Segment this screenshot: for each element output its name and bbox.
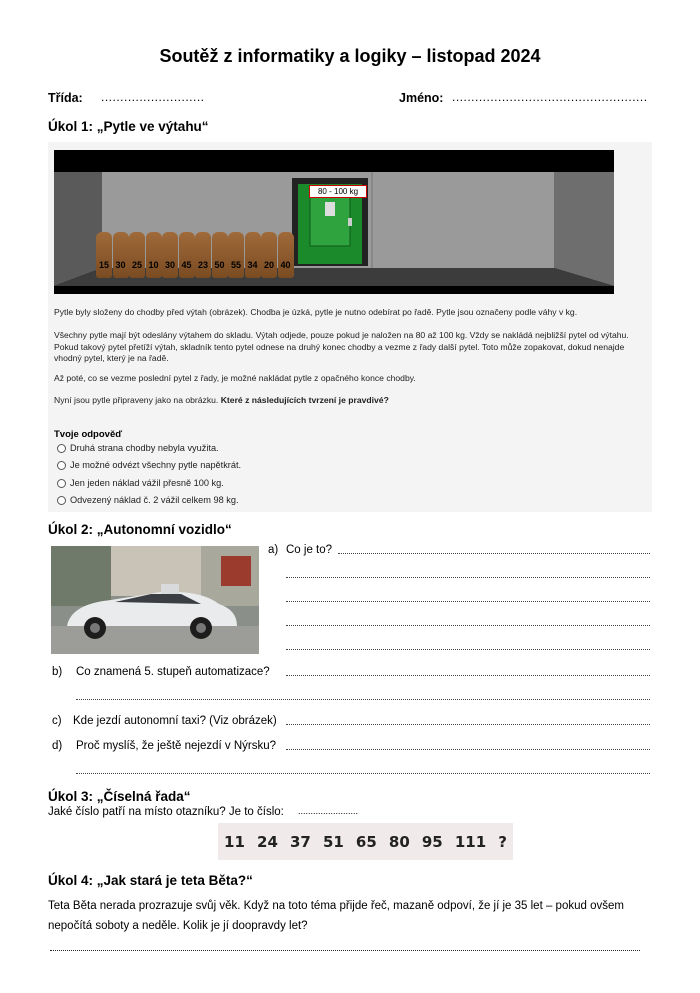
answer-line[interactable] (286, 675, 650, 676)
bag: 55 (228, 232, 244, 278)
answer-option-1[interactable]: Druhá strana chodby nebyla využita. (57, 443, 219, 453)
q-c-text: Kde jezdí autonomní taxi? (Viz obrázek) (73, 715, 277, 727)
task1-paragraph-1: Pytle byly složeny do chodby před výtah (obrázek). Chodba je úzká, pytle je nutno odebírat po řadě. Pytle jsou označeny podle váhy v kg. (54, 307, 578, 317)
task4-text: Teta Běta nerada prozrazuje svůj věk. Když na toto téma přijde řeč, mazaně odpoví, že jí je 35 let – pokud ovšem nepočítá soboty a neděle. Kolik je jí doopravdy let? (48, 900, 624, 932)
q-d-letter: d) (52, 740, 63, 752)
answer-option-3[interactable]: Jen jeden náklad vážil přesně 100 kg. (57, 478, 224, 488)
task1-paragraph-2: Všechny pytle mají být odeslány výtahem do skladu. Výtah odjede, pouze pokud je naložen na 80 až 100 kg. Vždy se nakládá nejbližší pytel od výtahu. Pokud takový pytel přetíží výtah, skladník tento pytel odnese na druhý konec chodby a vezme z řady další pytel. Toto může zopakovat, dokud nenajde vhodný pytel, který je na řadě. (54, 330, 629, 363)
task1-paragraph-4: Nyní jsou pytle připraveny jako na obrázku. Které z následujících tvrzení je pravdivé? (54, 395, 389, 405)
bag: 50 (212, 232, 228, 278)
bag: 40 (278, 232, 294, 278)
q-c-letter: c) (52, 715, 62, 727)
bag: 23 (195, 232, 211, 278)
q-a-letter: a) (268, 544, 279, 556)
page-title: Soutěž z informatiky a logiky – listopad 2024 (159, 46, 541, 66)
q-b-letter: b) (52, 666, 63, 678)
q-a-text: Co je to? (286, 544, 333, 556)
sequence-number: 65 (355, 832, 377, 851)
autonomous-car-photo (51, 546, 259, 654)
task1-paragraph-3: Až poté, co se vezme poslední pytel z řady, je možné nakládat pytle z opačného konce chodby. (54, 373, 416, 383)
sequence-number: 11 (224, 832, 245, 851)
sequence-question-mark: ? (498, 832, 507, 851)
sequence-number: 24 (257, 832, 278, 851)
answer-line[interactable] (76, 773, 650, 774)
answer-option-4[interactable]: Odvezený náklad č. 2 vážil celkem 98 kg. (57, 495, 239, 505)
number-sequence (218, 823, 513, 860)
bag-row (96, 232, 294, 278)
bag: 10 (146, 232, 162, 278)
answer-line[interactable] (338, 553, 650, 554)
answer-line[interactable] (286, 601, 650, 602)
sequence-number: 80 (388, 832, 410, 851)
sequence-number: 37 (289, 832, 311, 851)
class-label: Třída: (48, 91, 83, 105)
answer-line[interactable] (286, 625, 650, 626)
answer-line[interactable] (50, 950, 640, 951)
answer-heading: Tvoje odpověď (54, 429, 123, 440)
radio-button[interactable] (57, 444, 66, 453)
task1-panel (48, 142, 652, 512)
bag: 30 (162, 232, 178, 278)
answer-line[interactable] (286, 649, 650, 650)
answer-option-2[interactable]: Je možné odvézt všechny pytle napětkrát. (57, 460, 241, 470)
name-label: Jméno: (399, 91, 444, 105)
class-field[interactable]: ........................... (101, 90, 205, 104)
bag: 34 (245, 232, 261, 278)
bag: 15 (96, 232, 112, 278)
sequence-number: 111 (454, 832, 487, 851)
answer-line[interactable] (286, 724, 650, 725)
task2-heading: Úkol 2: „Autonomní vozidlo“ (48, 522, 232, 537)
answer-line[interactable] (286, 577, 650, 578)
task1-heading: Úkol 1: „Pytle ve výtahu“ (48, 119, 209, 134)
answer-line[interactable] (286, 749, 650, 750)
sequence-number: 51 (322, 832, 344, 851)
bag: 45 (179, 232, 195, 278)
bag: 25 (129, 232, 145, 278)
sequence-number: 95 (421, 832, 443, 851)
radio-button[interactable] (57, 461, 66, 470)
radio-button[interactable] (57, 496, 66, 505)
q-b-text: Co znamená 5. stupeň automatizace? (76, 666, 270, 678)
bag: 20 (261, 232, 277, 278)
task4-heading: Úkol 4: „Jak stará je teta Běta?“ (48, 873, 253, 888)
task3-question: Jaké číslo patří na místo otazníku? Je to číslo: (48, 806, 284, 818)
elevator-capacity-label: 80 - 100 kg (309, 185, 367, 198)
task3-answer-field[interactable]: ........................ (298, 806, 359, 816)
bag: 30 (113, 232, 129, 278)
task3-heading: Úkol 3: „Číselná řada“ (48, 789, 191, 804)
name-field[interactable]: ................................................... (452, 90, 648, 104)
answer-line[interactable] (76, 699, 650, 700)
radio-button[interactable] (57, 479, 66, 488)
q-d-text: Proč myslíš, že ještě nejezdí v Nýrsku? (76, 740, 277, 752)
